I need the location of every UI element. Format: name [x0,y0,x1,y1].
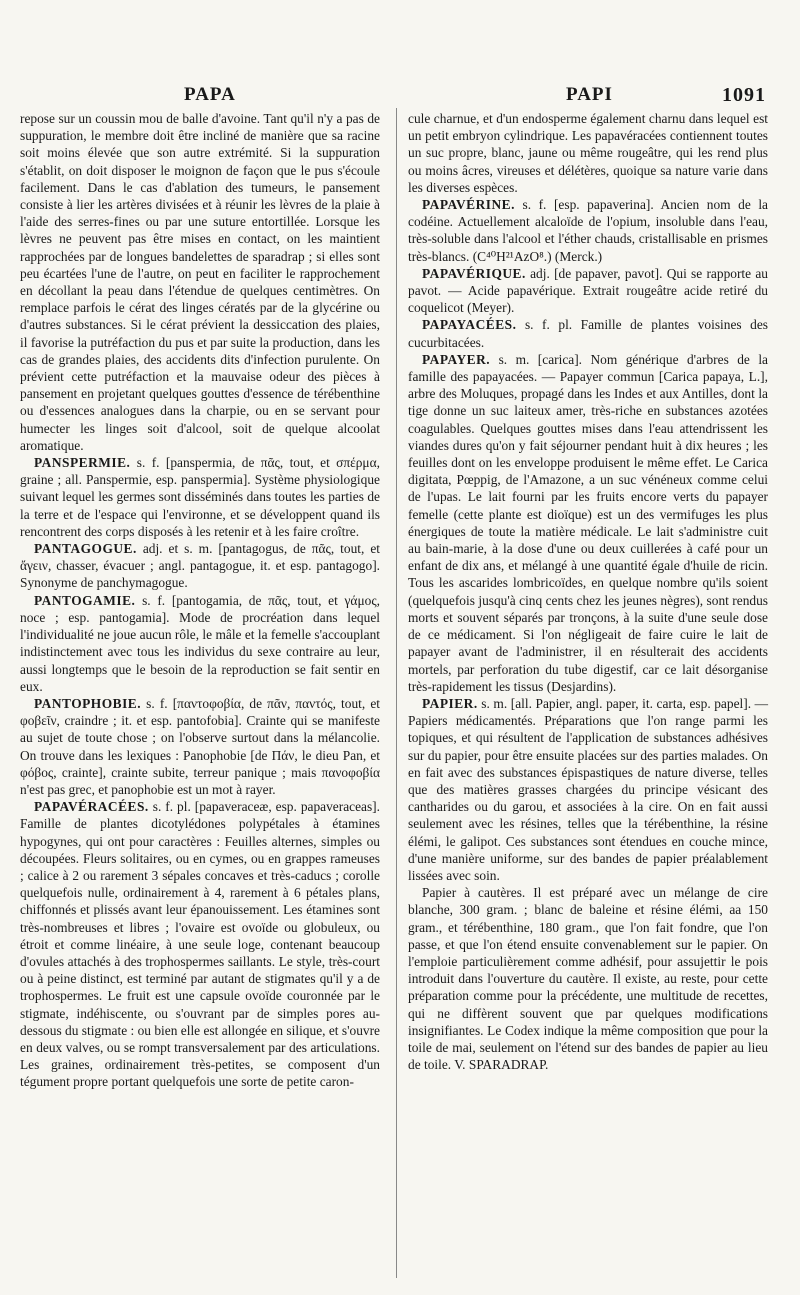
headword: PAPAVÉRACÉES. [34,799,149,815]
entry-paragraph: PANTOGAMIE. s. f. [pantogamia, de πᾶς, tout, et γάμος, noce ; esp. pantogamia]. Mode de procréation dans lequel l'individualité ne joue aucun rôle, le mâle et la femelle s'accouplant indistinctement avec tous les individus du sexe contraire au leur, aussi longtemps que le besoin de la reproduction se fait sentir en eux. [20,592,380,694]
headword: PANTAGOGUE. [34,541,137,557]
headword: PANSPERMIE. [34,455,131,471]
entry-paragraph: PANTAGOGUE. adj. et s. m. [pantagogus, de πᾶς, tout, et ἄγειν, chasser, évacuer ; angl. pantagogue, it. et esp. pantagogo]. Synonyme de panchymagogue. [20,541,380,591]
entry-paragraph: cule charnue, et d'un endosperme également charnu dans lequel est un petit embryon cylindrique. Les papavéracées contiennent toutes un suc propre, blanc, jaune ou même rougeâtre, qui les rend plus ou moins âcres, vireuses et délétères, quoique sa nature varie dans les diverses espèces. [408,111,768,195]
column-divider [396,108,397,1278]
headword: PAPIER. [422,695,478,711]
headword: PANTOPHOBIE. [34,695,142,711]
running-head-left: PAPA [184,84,236,105]
entry-paragraph: PAPAYER. s. m. [carica]. Nom générique d'arbres de la famille des papayacées. — Papayer commun [Carica papaya, L.], arbre des Moluques, propagé dans les Indes et aux Antilles, dont la tige donne un suc laiteux amer, très-riche en substances azotées coagulables. Quelques gouttes mises dans l'eau attendrissent les viandes dures qu'on y fait séjourner pendant huit à dix heures ; les feuilles dont on les enveloppe produisent le même effet. Le Carica digitata, Pœppig, de l'Amazone, a un suc vénéneux comme celui de l'upas. Le lait fourni par les fruits encore verts du papayer femelle (cette plante est dioïque) est un des vermifuges les plus énergiques de toute la matière médicale. Le lait s'administre cuit au bain-marie, à la dose d'une ou deux cuillerées à café pour un enfant de dix ans, et mélangé à une quantité égale d'huile de ricin. Tous les ascarides lombricoïdes, en quelque nombre qu'ils soient (quelquefois jusqu'à cinq cents chez les jeunes nègres), sont rendus morts et souvent séparés par tronçons, à la suite d'une seule dose de ce médicament. Si l'on négligeait de faire cuire le lait de papayer avant de l'administrer, il en résulterait des accidents mortels, par perforation du tube digestif, car ce lait désorganise très-rapidement les tissus (Desjardins). [408,351,768,694]
entry-paragraph: PAPIER. s. m. [all. Papier, angl. paper, it. carta, esp. papel]. — Papiers médicamentés. Préparations que l'on range parmi les topiques, et qui résultent de l'application de substances adhésives sur du papier, pour être ensuite placées sur des parties malades. On en fait avec des substances épispastiques de nature diverse, telles que des matières grasses chargées du principe vésicant des cantharides ou du garou, et associées à la cire. On en fait aussi seulement avec les résines, telles que la térébenthine, la résine élémi, le galipot. Ces substances sont étendues en couche mince, d'une manière uniforme, sur des bandes de papier préalablement lissées avec soin. [408,695,768,883]
left-column [20,110,380,1091]
entry-paragraph: PAPAVÉRACÉES. s. f. pl. [papaveraceæ, esp. papaveraceas]. Famille de plantes dicotylédones polypétales à étamines hypogynes, qui ont pour caractères : Feuilles alternes, simples ou découpées. Fleurs solitaires, ou en cymes, ou en grappes rameuses ; calice à 2 ou rarement 3 sépales concaves et très-caducs ; corolle quelquefois nulle, ordinairement à 4, rarement à 6 pétales plans, chiffonnés et plissés avant leur épanouissement. Les étamines sont très-nombreuses et libres ; l'ovaire est ovoïde ou globuleux, ou étroit et comme linéaire, à une seule loge, contenant beaucoup d'ovules attachés à des trophospermes saillants. Le style, très-court ou à peine distinct, est terminé par autant de stigmates qu'il y a de trophospermes. Le fruit est une capsule ovoïde couronnée par le stigmate, indéhiscente, ou s'ouvrant par de simples pores au-dessous du stigmate : ou bien elle est allongée en silique, et s'ouvre en deux valves, ou se rompt transversalement par des articulations. Les graines, ordinairement très-petites, se composent d'un tégument propre portant quelquefois une sorte de petite caron- [20,799,380,1090]
headword: PAPAVÉRINE. [422,197,515,213]
headword: PAPAVÉRIQUE. [422,265,526,281]
headword: PAPAYER. [422,351,491,367]
headword: PAPAYACÉES. [422,317,517,333]
entry-paragraph: Papier à cautères. Il est préparé avec un mélange de cire blanche, 300 gram. ; blanc de baleine et résine élémi, aa 150 gram., et térébenthine, 180 gram., que l'on fait fondre, que l'on passe, et que l'on étend ensuite convenablement sur le papier. On l'emploie particulièrement comme adhésif, pour assujettir le pois introduit dans l'ouverture du cautère. Il existe, au reste, pour cette préparation comme pour la précédente, une multitude de recettes, qui ne diffèrent souvent que par quelques modifications insignifiantes. Le Codex indique la même composition que pour la toile de mai, seulement on l'étend sur des bandes de papier au lieu de toile. V. SPARADRAP. [408,885,768,1073]
entry-paragraph: PANSPERMIE. s. f. [panspermia, de πᾶς, tout, et σπέρμα, graine ; all. Panspermie, esp. panspermia]. Système physiologique suivant lequel les germes sont disséminés dans toutes les parties de la terre et de l'espace qui l'environne, et se développent quand ils rencontrent des corps disposés à les retenir et à les faire croître. [20,455,380,539]
running-head-right: PAPI [566,84,613,105]
entry-paragraph: PAPAVÉRIQUE. adj. [de papaver, pavot]. Qui se rapporte au pavot. — Acide papavérique. Extrait rougeâtre acide retiré du coquelicot (Meyer). [408,265,768,316]
entry-paragraph: repose sur un coussin mou de balle d'avoine. Tant qu'il n'y a pas de suppuration, le membre doit être incliné de manière que sa racine soit moins élevée que son autre extrémité. Si la suppuration s'établit, on doit disposer le moignon de façon que le pus s'écoule facilement. Dans le cas d'ablation des tumeurs, le pansement consiste à lier les artères divisées et à réunir les lèvres de la plaie à l'aide des serres-fines ou par une suture entortillée. Lorsque les lèvres ne peuvent pas être mises en contact, on les maintient rapprochées par de longues bandelettes de sparadrap ; si elles sont peu écartées l'une de l'autre, on peut en faciliter le rapprochement en décollant la peau dans l'étendue de quelques centimètres. On remplace parfois le cérat des linges cératés par de la glycérine ou d'autres substances. Si le cérat prévient la dessiccation des plaies, il favorise la putréfaction du pus et par suite la production, dans les cas de grandes plaies, des accidents dits d'infection purulente. On prévient cette putréfaction et la mauvaise odeur des pièces à pansement en projetant quelques gouttes d'essence de térébenthine ou d'essences analogues dans la charpie, ou en se servant pour humecter les linges soit d'alcool, soit de quelque alcoolat aromatique. [20,111,380,453]
page-number: 1091 [722,84,766,106]
right-column [408,110,768,1073]
headword: PANTOGAMIE. [34,592,136,608]
entry-paragraph: PANTOPHOBIE. s. f. [παντοφοβία, de πᾶν, παντός, tout, et φοβεῖν, craindre ; it. et esp. pantofobia]. Crainte qui se manifeste au sujet de toute chose ; on l'observe surtout dans la mélancolie. On trouve dans les lexiques : Panophobie [de Πάν, le dieu Pan, et φόβος, crainte], crainte subite, terreur panique ; mais πανοφοβία n'est pas grec, et panophobie est un mot à rayer. [20,695,380,797]
entry-paragraph: PAPAVÉRINE. s. f. [esp. papaverina]. Ancien nom de la codéine. Actuellement alcaloïde de l'opium, insoluble dans l'eau, très-soluble dans l'alcool et l'éther chauds, cristallisable en prismes très-blancs. (C⁴⁰H²¹AzO⁸.) (Merck.) [408,197,768,264]
entry-paragraph: PAPAYACÉES. s. f. pl. Famille de plantes voisines des cucurbitacées. [408,317,768,350]
